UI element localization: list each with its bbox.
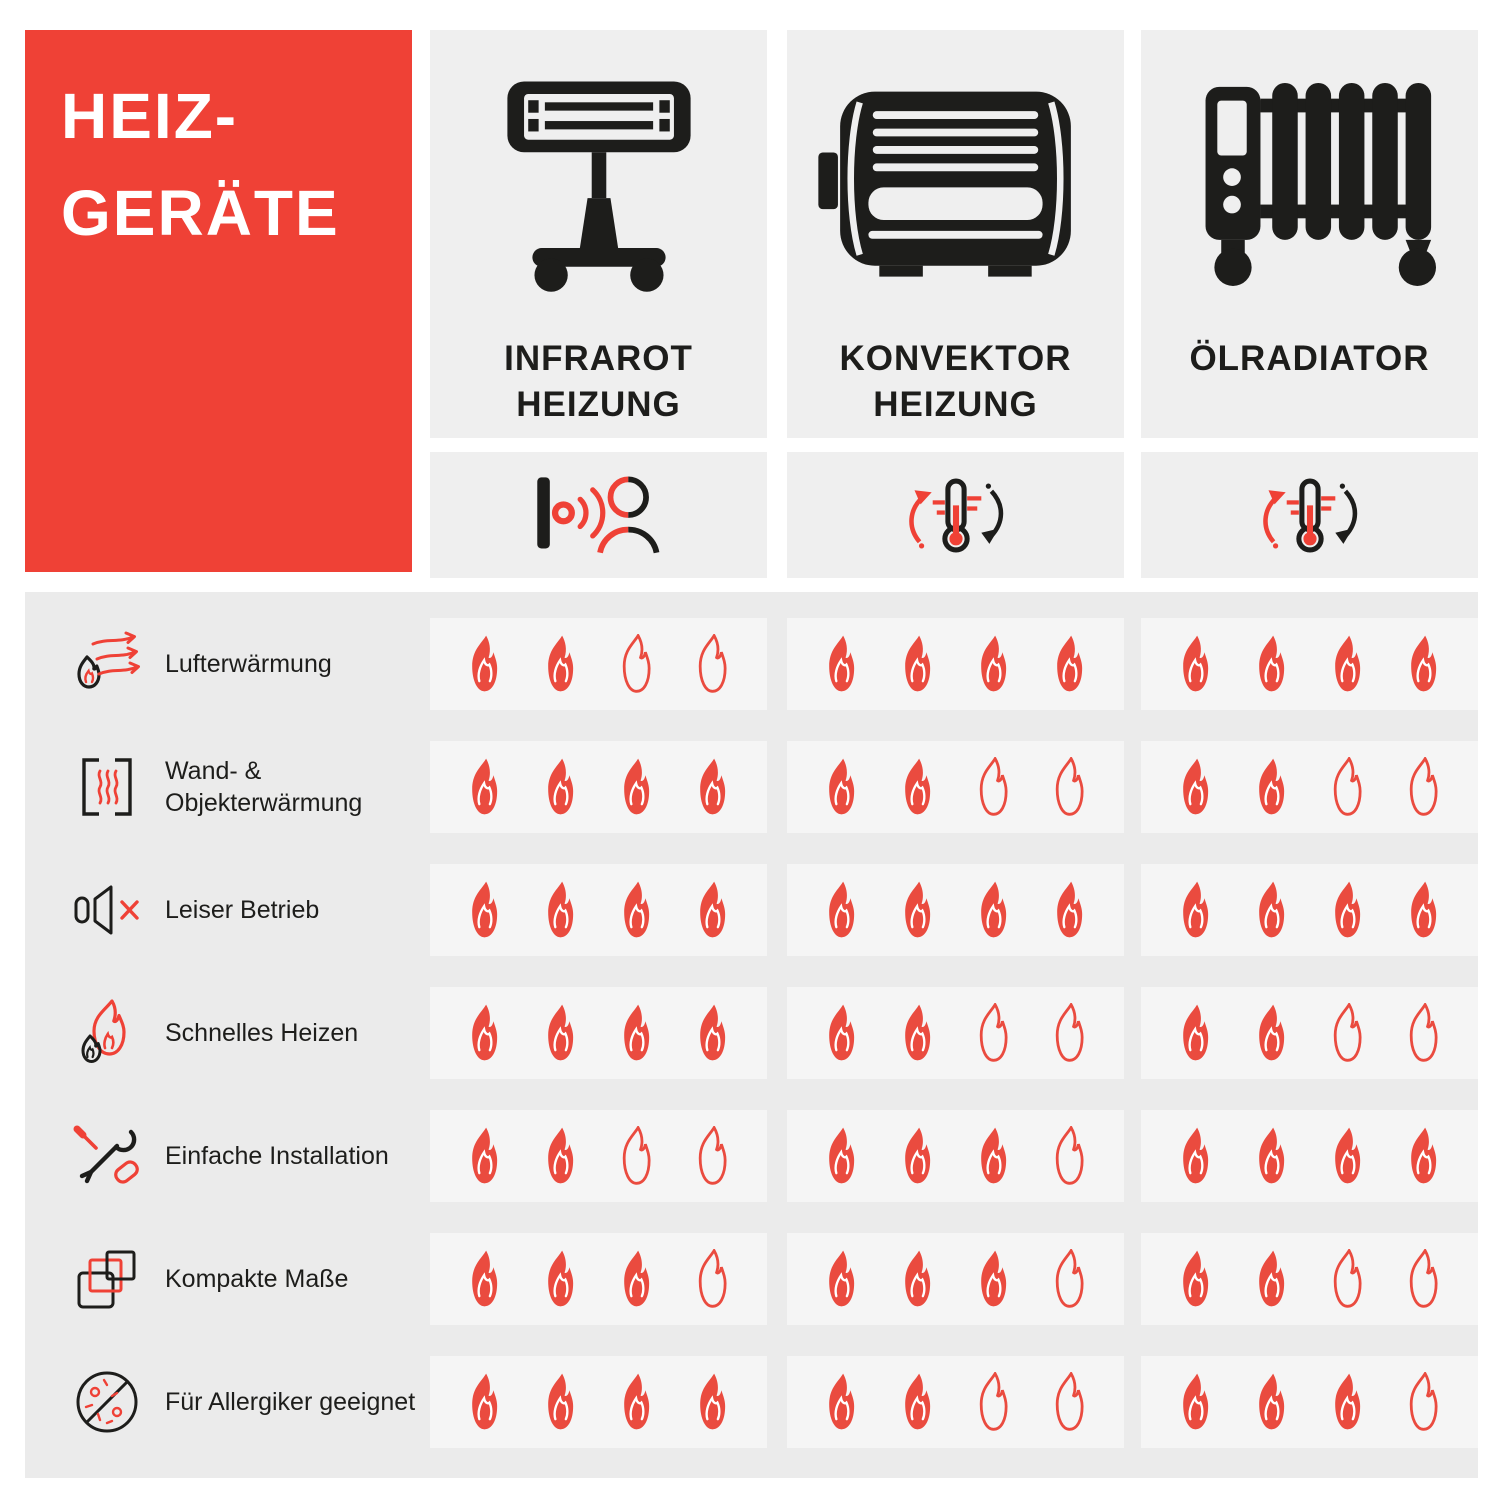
flame-icon [1326,634,1369,694]
rating-cell [1141,1233,1478,1325]
flame-icon [691,757,734,817]
rating-cell [1141,987,1478,1079]
column-title-line: HEIZUNG [873,385,1038,425]
flame-icon [615,757,658,817]
feature-label: Schnelles Heizen [165,1018,359,1047]
rating-cell [1141,864,1478,956]
allergen-free-icon [63,1356,151,1448]
flame-icon [1174,757,1217,817]
flame-icon [615,1372,658,1432]
flame-icon [972,634,1015,694]
flame-icon [1402,880,1445,940]
flame-icon [896,1126,939,1186]
tools-icon [63,1110,151,1202]
flame-icon [1174,1372,1217,1432]
flame-icon [1048,634,1091,694]
column-oelradiator [1141,30,1478,578]
flame-icon [691,1372,734,1432]
rating-cell [430,741,767,833]
feature-label: Einfache Installation [165,1141,389,1170]
device-header [1141,30,1478,438]
flame-icon [820,757,863,817]
flame-icon [1048,1126,1091,1186]
flame-icon [691,1249,734,1309]
rating-cell [430,618,767,710]
flame-icon [1174,1249,1217,1309]
column-title [504,336,693,428]
rating-cell [787,1233,1124,1325]
flame-icon [1048,757,1091,817]
flame-icon [972,1003,1015,1063]
feature-row-einfache-installation [25,1110,1478,1202]
flame-icon [1326,1372,1369,1432]
flame-icon [1326,880,1369,940]
flame-icon [1402,1003,1445,1063]
column-title [1189,336,1429,382]
flame-icon [463,634,506,694]
flame-icon [1326,1126,1369,1186]
rating-cell [430,864,767,956]
flame-icon [1048,880,1091,940]
flame-icon [463,757,506,817]
flame-icon [539,1003,582,1063]
flame-icon [820,634,863,694]
flame-icon [820,1372,863,1432]
flame-icon [1174,1003,1217,1063]
rating-cell [1141,618,1478,710]
flame-icon [691,1126,734,1186]
flame-icon [972,1126,1015,1186]
flame-icon [1174,880,1217,940]
flame-icon [896,634,939,694]
flame-icon [896,1372,939,1432]
feature-row-kompakte-masse [25,1233,1478,1325]
rating-cell [787,618,1124,710]
convection-thermometer-icon [1141,452,1478,578]
flame-icon [1048,1372,1091,1432]
flame-icon [1250,634,1293,694]
flame-icon [1250,1003,1293,1063]
flame-icon [1402,757,1445,817]
column-title-line: ÖLRADIATOR [1189,339,1430,378]
flame-icon [539,634,582,694]
flame-icon [820,880,863,940]
rating-cell [1141,1110,1478,1202]
rating-cell [787,741,1124,833]
flame-icon [1250,1372,1293,1432]
flame-icon [539,880,582,940]
page-title-line2: GERÄTE [61,177,340,250]
flame-icon [972,880,1015,940]
title-box [25,30,412,572]
flame-icon [820,1126,863,1186]
flame-icon [691,634,734,694]
flame-icon [463,1249,506,1309]
flame-icon [691,880,734,940]
feature-label: Für Allergiker geeignet [165,1387,416,1416]
column-title-line: INFRAROT [504,339,693,378]
device-header [787,30,1124,438]
flame-icon [539,757,582,817]
convection-thermometer-icon [787,452,1124,578]
muted-speaker-icon [63,864,151,956]
flame-icon [1250,880,1293,940]
device-header [430,30,767,438]
feature-row-lufterwaermung [25,618,1478,710]
flame-icon [615,1249,658,1309]
infrared-radiation-person-icon [430,452,767,578]
flame-icon [1174,1126,1217,1186]
flame-icon [1326,757,1369,817]
flame-icon [1250,1249,1293,1309]
flame-icon [1402,1126,1445,1186]
wall-object-heat-icon [63,741,151,833]
feature-row-wand-objekterwaermung [25,741,1478,833]
flame-icon [539,1126,582,1186]
flame-icon [615,1126,658,1186]
flame-icon [1250,757,1293,817]
rating-cell [1141,741,1478,833]
flame-icon [896,880,939,940]
column-title-line: KONVEKTOR [839,339,1072,378]
flame-icon [820,1249,863,1309]
column-title-line: HEIZUNG [516,385,681,425]
convector-heater-icon [787,30,1124,336]
double-flame-icon [63,987,151,1079]
flame-icon [896,757,939,817]
infrared-heater-icon [430,30,767,336]
feature-row-schnelles-heizen [25,987,1478,1079]
feature-row-allergiker [25,1356,1478,1448]
feature-label: Wand- & Objekterwärmung [165,756,363,817]
column-konvektor [787,30,1124,578]
flame-icon [1048,1249,1091,1309]
stacked-squares-icon [63,1233,151,1325]
comparison-table [25,592,1478,1478]
flame-icon [463,1372,506,1432]
flame-icon [972,1249,1015,1309]
flame-icon [615,880,658,940]
feature-label: Lufterwärmung [165,649,332,678]
flame-icon [1326,1003,1369,1063]
flame-icon [820,1003,863,1063]
feature-row-leiser-betrieb [25,864,1478,956]
flame-icon [1402,1249,1445,1309]
rating-cell [430,1233,767,1325]
flame-icon [896,1003,939,1063]
flame-icon [615,1003,658,1063]
oil-radiator-icon [1141,30,1478,336]
flame-icon [896,1249,939,1309]
flame-icon [1174,634,1217,694]
flame-icon [463,1126,506,1186]
flame-icon [972,757,1015,817]
flame-icon [1402,1372,1445,1432]
feature-label: Kompakte Maße [165,1264,349,1293]
flame-icon [1402,634,1445,694]
flame-icon [972,1372,1015,1432]
flame-icon [1250,1126,1293,1186]
rating-cell [787,987,1124,1079]
rating-cell [430,1356,767,1448]
rating-cell [430,987,767,1079]
flame-icon [1048,1003,1091,1063]
flame-icon [1326,1249,1369,1309]
rating-cell [430,1110,767,1202]
rating-cell [787,1110,1124,1202]
flame-icon [615,634,658,694]
rating-cell [1141,1356,1478,1448]
column-title [840,336,1072,428]
column-infrarot [430,30,767,578]
feature-label: Leiser Betrieb [165,895,320,924]
flame-icon [691,1003,734,1063]
flame-icon [463,1003,506,1063]
rating-cell [787,864,1124,956]
flame-icon [539,1249,582,1309]
flame-icon [539,1372,582,1432]
flame-airflow-icon [63,618,151,710]
rating-cell [787,1356,1124,1448]
flame-icon [463,880,506,940]
page-title-line1: HEIZ- [61,80,239,152]
